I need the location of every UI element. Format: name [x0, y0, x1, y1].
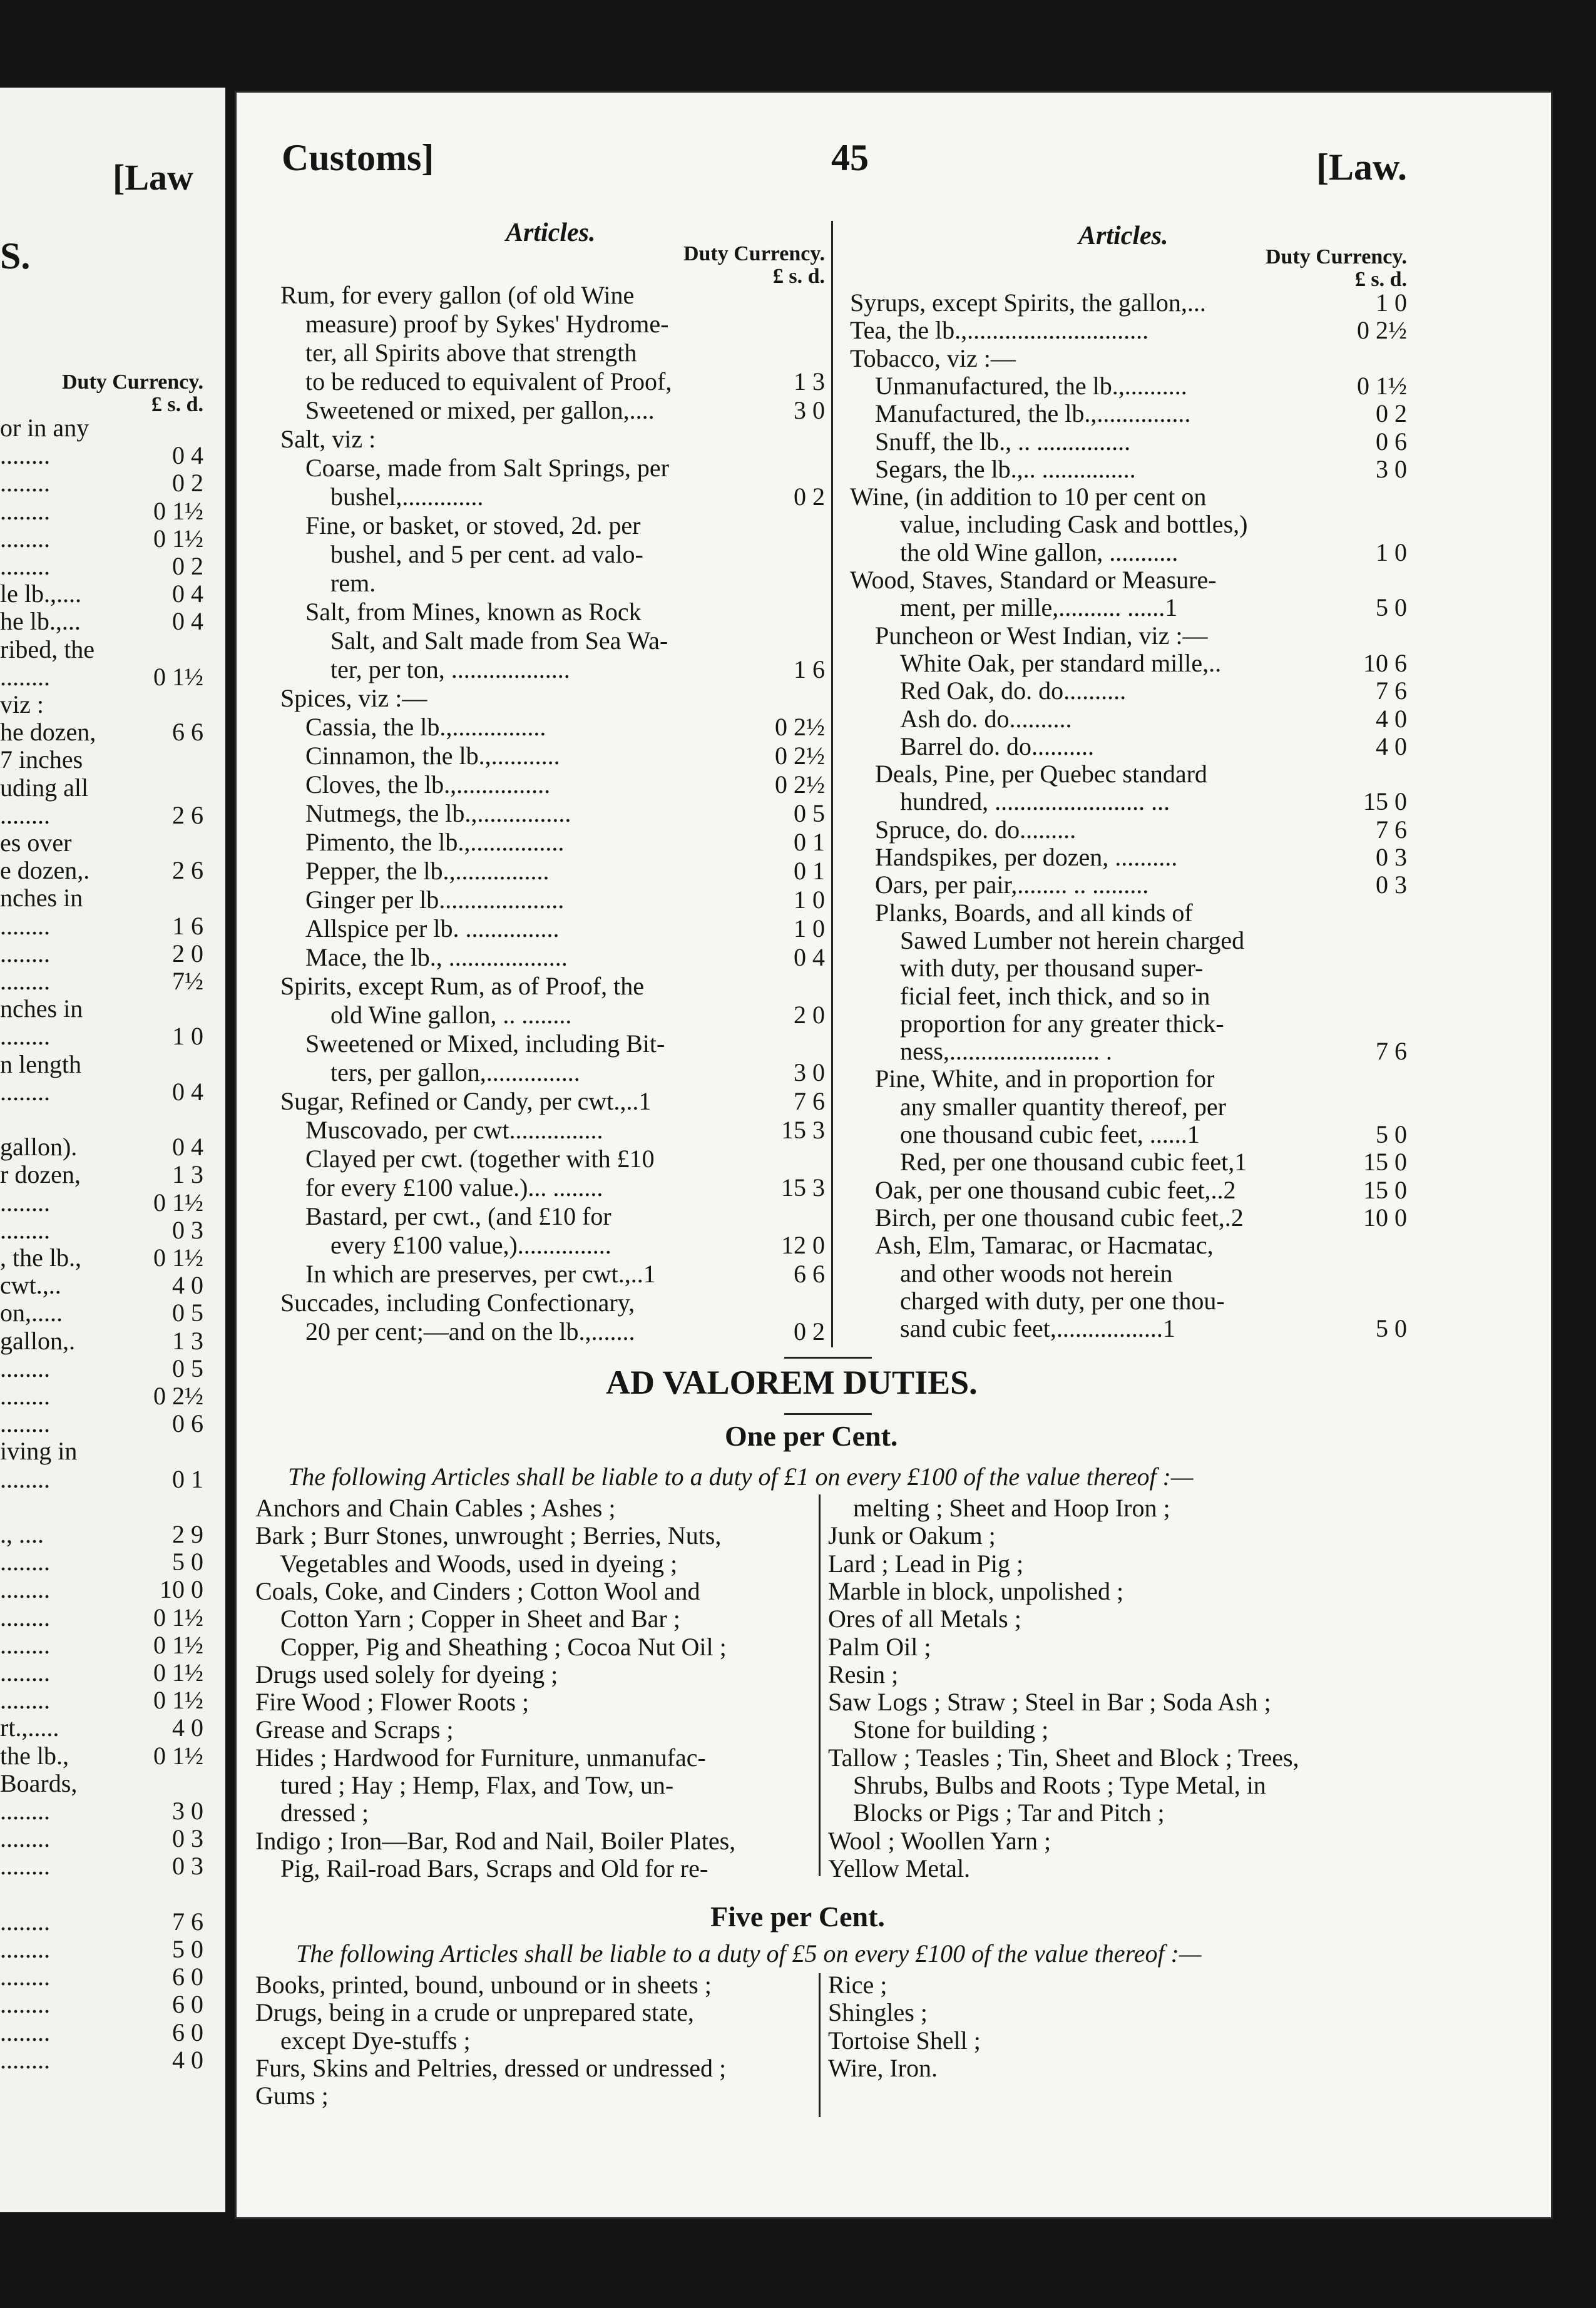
left-page-line-duty: 0 2 [172, 552, 203, 580]
col1-row-text: Salt, viz : [280, 425, 376, 453]
left-page-line-text: viz : [0, 690, 44, 718]
left-page-line-text: e dozen,. [0, 856, 90, 885]
col1-row-text: Salt, from Mines, known as Rock [305, 598, 642, 626]
one-percent-item: Coals, Coke, and Cinders ; Cotton Wool and [255, 1576, 700, 1605]
left-page-line-duty: 1 6 [172, 911, 203, 940]
col1-row-duty: 12 0 [781, 1231, 825, 1259]
left-page-line-text: ........ [0, 1603, 50, 1631]
left-page-line-text: nches in [0, 884, 83, 912]
col2-row-text: hundred, ........................ ... [900, 787, 1170, 816]
col1-row-text: Salt, and Salt made from Sea Wa- [330, 626, 668, 655]
col2-row-duty: 7 6 [1376, 677, 1407, 705]
col2-row-text: Planks, Boards, and all kinds of [875, 898, 1193, 927]
one-percent-item: Indigo ; Iron—Bar, Rod and Nail, Boiler Plates, [255, 1826, 736, 1855]
five-percent-intro: The following Articles shall be liable to a duty of £5 on every £100 of the value thereof :— [296, 1939, 1202, 1968]
left-page-line-duty: 0 1½ [153, 1686, 203, 1715]
col2-row-text: Handspikes, per dozen, .......... [875, 843, 1178, 871]
col1-row-text: measure) proof by Sykes' Hydrome- [305, 310, 669, 338]
col2-row-text: any smaller quantity thereof, per [900, 1092, 1226, 1121]
left-page-line-text: iving in [0, 1437, 78, 1466]
left-page-line-text: ........ [0, 1990, 50, 2019]
left-page-line-text: the lb., [0, 1741, 69, 1770]
left-page-line-duty: 0 1½ [153, 662, 203, 691]
col1-row-text: Muscovado, per cwt............... [305, 1116, 603, 1144]
col2-row-text: Segars, the lb.,.. ............... [875, 454, 1136, 483]
left-page-line-duty: 2 9 [172, 1520, 203, 1548]
col2-row-text: Oak, per one thousand cubic feet,..2 [875, 1175, 1236, 1204]
col2-row-text: Red, per one thousand cubic feet,1 [900, 1148, 1247, 1177]
one-percent-item: Hides ; Hardwood for Furniture, unmanufac- [255, 1743, 706, 1772]
left-facing-page [0, 88, 225, 2212]
col2-row-duty: 1 0 [1376, 288, 1407, 317]
col2-row-text: White Oak, per standard mille,.. [900, 648, 1222, 677]
five-percent-item: Wire, Iron. [828, 2053, 938, 2082]
col2-row-duty: 0 6 [1376, 427, 1407, 456]
one-percent-item: Shrubs, Bulbs and Roots ; Type Metal, in [828, 1771, 1266, 1799]
col2-duty-units-text: £ s. d. [1354, 268, 1407, 291]
left-page-line-text: cwt.,.. [0, 1271, 61, 1300]
one-percent-item: Copper, Pig and Sheathing ; Cocoa Nut Oil ; [255, 1632, 727, 1661]
five-percent-item: Shingles ; [828, 1998, 928, 2027]
col2-duty-header-text: Duty Currency. [1265, 245, 1407, 268]
five-percent-item: Furs, Skins and Peltries, dressed or undressed ; [255, 2053, 727, 2082]
left-page-line-text: ........ [0, 1215, 50, 1244]
col1-articles-header: Articles. [506, 218, 596, 247]
one-percent-intro: The following Articles shall be liable to a duty of £1 on every £100 of the value thereof :— [288, 1463, 1194, 1491]
left-page-line-text: uding all [0, 773, 89, 802]
col1-row-duty: 1 0 [794, 886, 825, 914]
one-percent-item: Blocks or Pigs ; Tar and Pitch ; [828, 1799, 1165, 1827]
left-page-line-duty: 4 0 [172, 2045, 203, 2074]
left-page-line-text: ........ [0, 1797, 50, 1825]
left-page-line-duty: 6 0 [172, 1990, 203, 2019]
left-page-line-duty: 0 2 [172, 469, 203, 498]
left-page-line-duty: 0 3 [172, 1215, 203, 1244]
col1-row-duty: 1 0 [794, 914, 825, 942]
col2-row-text: Barrel do. do.......... [900, 732, 1094, 760]
running-header-left: Customs] [282, 137, 434, 178]
col1-row-duty: 0 2½ [775, 742, 825, 770]
left-page-line-text: ........ [0, 911, 50, 940]
col1-duty-units-text: £ s. d. [772, 265, 825, 288]
left-page-line-duty: 4 0 [172, 1271, 203, 1300]
col2-row-text: with duty, per thousand super- [900, 954, 1204, 983]
left-page-line-text: he lb.,... [0, 607, 81, 636]
left-page-line-text: ........ [0, 1464, 50, 1493]
page-number: 45 [831, 137, 869, 178]
left-page-line-text: ........ [0, 1824, 50, 1853]
left-page-line-text: ........ [0, 524, 50, 553]
col2-row-duty: 4 0 [1376, 704, 1407, 733]
left-page-line-text: ........ [0, 1963, 50, 1991]
col1-row-duty: 0 1 [794, 857, 825, 885]
running-header-right: [Law. [1316, 146, 1408, 188]
col1-row-text: Pepper, the lb.,............... [305, 857, 550, 885]
col1-row-text: Ginger per lb.................... [305, 886, 565, 914]
left-page-line-text: ........ [0, 1548, 50, 1576]
left-page-line-duty: 0 1½ [153, 1603, 203, 1631]
col1-row-duty: 0 2½ [775, 713, 825, 741]
col1-row-text: ters, per gallon,............... [330, 1058, 580, 1086]
left-page-line-text: ........ [0, 441, 50, 470]
col2-row-duty: 10 0 [1363, 1203, 1407, 1232]
left-page-line-text: ........ [0, 1852, 50, 1881]
left-page-line-text: ........ [0, 2018, 50, 2046]
left-page-line-text: Boards, [0, 1769, 78, 1797]
left-page-line-text: es over [0, 829, 72, 857]
col1-row-text: Cassia, the lb.,............... [305, 713, 546, 741]
col1-row-text: for every £100 value.)... ........ [305, 1173, 603, 1202]
col2-row-duty: 10 6 [1363, 648, 1407, 677]
col2-row-text: one thousand cubic feet, ......1 [900, 1120, 1200, 1148]
left-page-line-text: le lb.,.... [0, 580, 81, 608]
col2-row-text: and other woods not herein [900, 1259, 1173, 1287]
one-percent-item: Cotton Yarn ; Copper in Sheet and Bar ; [255, 1605, 680, 1633]
left-page-line-duty: 0 2½ [153, 1382, 203, 1410]
column-divider [831, 221, 833, 1347]
col2-row-duty: 7 6 [1376, 1037, 1407, 1066]
left-page-line-text: ........ [0, 1907, 50, 1936]
col1-row-text: Sugar, Refined or Candy, per cwt.,..1 [280, 1087, 652, 1115]
col2-row-text: proportion for any greater thick- [900, 1009, 1224, 1038]
one-percent-item: Junk or Oakum ; [828, 1521, 996, 1550]
col1-row-text: In which are preserves, per cwt.,..1 [305, 1260, 656, 1288]
left-page-line-duty: 0 4 [172, 580, 203, 608]
col2-row-text: Sawed Lumber not herein charged [900, 926, 1245, 954]
five-percent-title: Five per Cent. [710, 1901, 885, 1933]
left-page-line-duty: 7½ [172, 967, 203, 995]
col2-row-text: Oars, per pair,........ .. ......... [875, 871, 1149, 899]
col1-row-text: ter, per ton, ................... [330, 655, 570, 683]
left-page-line-text: n length [0, 1049, 81, 1078]
left-page-line-text: rt.,..... [0, 1713, 59, 1742]
left-page-line-duty: 0 3 [172, 1852, 203, 1881]
col2-row-text: Ash do. do.......... [900, 704, 1072, 733]
one-percent-item: Grease and Scraps ; [255, 1715, 454, 1744]
one-percent-item: Ores of all Metals ; [828, 1605, 1021, 1633]
col1-row-duty: 0 5 [794, 799, 825, 827]
col2-row-duty: 3 0 [1376, 454, 1407, 483]
section-rule [784, 1357, 872, 1359]
col1-row-text: bushel,............. [330, 483, 484, 511]
col1-row-text: Allspice per lb. ............... [305, 914, 560, 942]
col2-row-duty: 15 0 [1363, 787, 1407, 816]
left-page-line-duty: 0 4 [172, 1077, 203, 1106]
one-percent-item: Vegetables and Woods, used in dyeing ; [255, 1549, 678, 1578]
col2-row-text: Pine, White, and in proportion for [875, 1065, 1215, 1093]
left-page-line-duty: 0 1½ [153, 1741, 203, 1770]
one-percent-item: Marble in block, unpolished ; [828, 1576, 1124, 1605]
col2-row-duty: 0 3 [1376, 871, 1407, 899]
one-percent-item: Resin ; [828, 1660, 899, 1688]
col1-row-duty: 1 3 [794, 367, 825, 396]
col2-row-duty: 5 0 [1376, 1120, 1407, 1148]
col1-row-duty: 15 3 [781, 1173, 825, 1202]
left-page-line-duty: 1 0 [172, 1022, 203, 1051]
left-page-line-text: ........ [0, 1686, 50, 1715]
one-percent-item: Bark ; Burr Stones, unwrought ; Berries, Nuts, [255, 1521, 722, 1550]
col1-row-text: Coarse, made from Salt Springs, per [305, 454, 669, 482]
left-page-line-text: ........ [0, 967, 50, 995]
five-percent-item: Rice ; [828, 1971, 888, 1999]
ad-valorem-title: AD VALOREM DUTIES. [606, 1364, 978, 1401]
col2-row-duty: 1 0 [1376, 538, 1407, 566]
one-percent-title: One per Cent. [725, 1420, 898, 1452]
one-percent-item: Lard ; Lead in Pig ; [828, 1549, 1024, 1578]
col2-row-duty: 0 2 [1376, 399, 1407, 428]
col2-row-duty: 15 0 [1363, 1148, 1407, 1177]
left-page-line-text: gallon,. [0, 1326, 75, 1355]
five-percent-item: Gums ; [255, 2081, 329, 2110]
one-percent-item: Drugs used solely for dyeing ; [255, 1660, 558, 1688]
col1-row-text: old Wine gallon, .. ........ [330, 1001, 572, 1029]
five-percent-item: Drugs, being in a crude or unprepared state, [255, 1998, 694, 2027]
col1-row-text: ter, all Spirits above that strength [305, 339, 637, 367]
col1-row-duty: 3 0 [794, 1058, 825, 1086]
col2-row-text: value, including Cask and bottles,) [900, 510, 1248, 539]
col2-row-text: Syrups, except Spirits, the gallon,... [850, 288, 1206, 317]
one-percent-item: Palm Oil ; [828, 1632, 931, 1661]
left-page-line-duty: 6 0 [172, 1963, 203, 1991]
col2-row-text: Unmanufactured, the lb.,.......... [875, 371, 1187, 400]
col1-row-duty: 6 6 [794, 1260, 825, 1288]
left-page-line-text: ........ [0, 1382, 50, 1410]
left-page-line-duty: 5 0 [172, 1935, 203, 1963]
five-percent-item: Books, printed, bound, unbound or in sheets ; [255, 1971, 712, 1999]
left-page-line-text: ribed, the [0, 635, 95, 663]
left-page-line-text: ........ [0, 939, 50, 968]
col1-row-text: Cloves, the lb.,............... [305, 770, 551, 799]
col2-row-text: Deals, Pine, per Quebec standard [875, 760, 1207, 789]
col1-row-text: Spices, viz :— [280, 684, 427, 712]
col1-row-text: Nutmegs, the lb.,............... [305, 799, 571, 827]
left-page-line-text: ........ [0, 800, 50, 829]
section-rule-2 [784, 1413, 872, 1415]
col2-row-text: Tobacco, viz :— [850, 344, 1016, 372]
left-page-line-text: ........ [0, 2045, 50, 2074]
left-page-line-text: , the lb., [0, 1243, 81, 1272]
col1-row-text: Sweetened or mixed, per gallon,.... [305, 396, 655, 424]
col1-row-duty: 7 6 [794, 1087, 825, 1115]
left-page-line-duty: 0 3 [172, 1824, 203, 1853]
left-page-line-text: ........ [0, 1658, 50, 1687]
col1-row-text: Bastard, per cwt., (and £10 for [305, 1202, 611, 1230]
left-page-line-duty: 0 1½ [153, 1243, 203, 1272]
left-page-line-duty: 0 5 [172, 1299, 203, 1327]
left-page-line-duty: 2 0 [172, 939, 203, 968]
col1-row-text: Rum, for every gallon (of old Wine [280, 281, 635, 309]
left-page-s-letter: S. [0, 235, 31, 277]
left-page-line-duty: 6 6 [172, 718, 203, 747]
left-page-line-duty: 0 1½ [153, 1630, 203, 1659]
left-page-line-text: he dozen, [0, 718, 96, 747]
col2-row-duty: 4 0 [1376, 732, 1407, 760]
left-page-line-duty: 0 4 [172, 607, 203, 636]
five-percent-item: Tortoise Shell ; [828, 2026, 981, 2055]
left-page-line-text: ........ [0, 1022, 50, 1051]
left-page-line-duty: 0 1½ [153, 1658, 203, 1687]
col2-row-duty: 0 2½ [1357, 316, 1407, 345]
left-page-line-duty: 1 3 [172, 1160, 203, 1189]
col2-row-text: Puncheon or West Indian, viz :— [875, 621, 1208, 650]
left-page-line-duty: 0 4 [172, 441, 203, 470]
col2-duty-header [1244, 246, 1407, 291]
left-duty-header-text: Duty Currency. [61, 370, 203, 394]
col1-duty-header-text: Duty Currency. [683, 242, 825, 265]
col2-articles-header: Articles. [1078, 222, 1169, 250]
col1-row-text: Pimento, the lb.,............... [305, 828, 565, 856]
one-percent-item: Wool ; Woollen Yarn ; [828, 1826, 1051, 1855]
col1-row-text: Cinnamon, the lb.,........... [305, 742, 560, 770]
left-page-line-duty: 2 6 [172, 856, 203, 885]
col2-row-text: Wood, Staves, Standard or Measure- [850, 566, 1217, 594]
left-page-line-text: ........ [0, 662, 50, 691]
left-duty-units-text: £ s. d. [151, 393, 203, 416]
col2-row-duty: 15 0 [1363, 1175, 1407, 1204]
left-page-line-duty: 7 6 [172, 1907, 203, 1936]
col2-row-text: Birch, per one thousand cubic feet,.2 [875, 1203, 1244, 1232]
col1-duty-header [675, 243, 825, 288]
col1-row-text: Clayed per cwt. (together with £10 [305, 1145, 655, 1173]
col2-row-duty: 0 3 [1376, 843, 1407, 871]
left-page-line-duty: 0 4 [172, 1133, 203, 1162]
main-page [237, 93, 1551, 2217]
left-page-line-duty: 1 3 [172, 1326, 203, 1355]
col1-row-text: every £100 value,)............... [330, 1231, 611, 1259]
left-page-line-text: ., .... [0, 1520, 44, 1548]
col2-row-text: ness,........................ . [900, 1037, 1112, 1066]
col2-row-text: ment, per mille,.......... ......1 [900, 593, 1178, 622]
left-page-line-text: ........ [0, 1188, 50, 1217]
left-page-line-text: ........ [0, 1630, 50, 1659]
col1-row-text: Sweetened or Mixed, including Bit- [305, 1029, 665, 1058]
col1-row-duty: 2 0 [794, 1001, 825, 1029]
one-percent-item: Yellow Metal. [828, 1854, 971, 1882]
left-page-line-duty: 0 1½ [153, 496, 203, 525]
one-percent-item: melting ; Sheet and Hoop Iron ; [828, 1494, 1170, 1522]
left-page-line-text: or in any [0, 414, 90, 442]
left-page-line-duty: 0 1 [172, 1464, 203, 1493]
one-percent-item: Anchors and Chain Cables ; Ashes ; [255, 1494, 616, 1522]
one-percent-item: Saw Logs ; Straw ; Steel in Bar ; Soda Ash ; [828, 1688, 1271, 1717]
left-page-line-text: 7 inches [0, 745, 83, 774]
col2-row-text: Tea, the lb.,............................. [850, 316, 1149, 345]
col2-row-duty: 7 6 [1376, 815, 1407, 844]
left-page-line-text: ........ [0, 1409, 50, 1438]
col2-row-text: Red Oak, do. do.......... [900, 677, 1127, 705]
left-page-line-text: on,..... [0, 1299, 63, 1327]
col1-row-text: rem. [330, 569, 376, 597]
left-page-line-text: gallon). [0, 1133, 78, 1162]
col2-row-text: the old Wine gallon, ........... [900, 538, 1179, 566]
col1-row-duty: 0 2 [794, 1317, 825, 1345]
one-percent-item: Tallow ; Teasles ; Tin, Sheet and Block ; Trees, [828, 1743, 1299, 1772]
col2-row-text: Spruce, do. do......... [875, 815, 1077, 844]
left-page-line-duty: 0 5 [172, 1354, 203, 1382]
col2-row-text: Ash, Elm, Tamarac, or Hacmatac, [875, 1231, 1214, 1260]
col2-row-duty: 5 0 [1376, 1314, 1407, 1343]
col1-row-duty: 0 4 [794, 943, 825, 971]
left-page-line-text: ........ [0, 496, 50, 525]
one-percent-item: Stone for building ; [828, 1715, 1049, 1744]
left-page-line-duty: 2 6 [172, 800, 203, 829]
left-page-header: [Law [113, 157, 193, 198]
col1-row-duty: 15 3 [781, 1116, 825, 1144]
left-page-line-text: ........ [0, 1354, 50, 1382]
col1-row-text: Succades, including Confectionary, [280, 1289, 635, 1317]
col1-row-text: Spirits, except Rum, as of Proof, the [280, 972, 645, 1000]
col1-row-text: Mace, the lb., ................... [305, 943, 568, 971]
col2-row-text: ficial feet, inch thick, and so in [900, 981, 1210, 1010]
one-percent-item: Fire Wood ; Flower Roots ; [255, 1688, 529, 1717]
left-page-line-text: ........ [0, 1935, 50, 1963]
left-page-duty-header [41, 371, 203, 416]
left-page-line-duty: 6 0 [172, 2018, 203, 2046]
left-page-line-duty: 3 0 [172, 1797, 203, 1825]
one-percent-item: tured ; Hay ; Hemp, Flax, and Tow, un- [255, 1771, 674, 1799]
left-page-line-duty: 0 1½ [153, 524, 203, 553]
col1-row-text: Fine, or basket, or stoved, 2d. per [305, 511, 641, 539]
col2-row-text: Wine, (in addition to 10 per cent on [850, 483, 1207, 511]
five-percent-item: except Dye-stuffs ; [255, 2026, 471, 2055]
left-page-line-text: ........ [0, 1077, 50, 1106]
col2-row-text: charged with duty, per one thou- [900, 1286, 1225, 1315]
one-percent-item: Pig, Rail-road Bars, Scraps and Old for re- [255, 1854, 708, 1882]
col1-row-duty: 3 0 [794, 396, 825, 424]
col1-row-text: to be reduced to equivalent of Proof, [305, 367, 672, 396]
col1-row-duty: 0 1 [794, 828, 825, 856]
left-page-line-text: ........ [0, 469, 50, 498]
col2-row-text: Manufactured, the lb.,............... [875, 399, 1191, 428]
left-page-line-text: nches in [0, 994, 83, 1023]
one-percent-divider [819, 1494, 821, 1876]
left-page-line-duty: 0 6 [172, 1409, 203, 1438]
col1-row-duty: 1 6 [794, 655, 825, 683]
col1-row-duty: 0 2½ [775, 770, 825, 799]
left-page-line-text: ........ [0, 1575, 50, 1604]
left-page-line-duty: 10 0 [160, 1575, 203, 1604]
col2-row-text: Snuff, the lb., .. ............... [875, 427, 1131, 456]
left-page-line-duty: 0 1½ [153, 1188, 203, 1217]
col2-row-duty: 5 0 [1376, 593, 1407, 622]
one-percent-item: dressed ; [255, 1799, 369, 1827]
col1-row-text: 20 per cent;—and on the lb.,....... [305, 1317, 635, 1345]
five-percent-divider [819, 1973, 821, 2117]
left-page-line-duty: 4 0 [172, 1713, 203, 1742]
left-page-line-text: r dozen, [0, 1160, 81, 1189]
col1-row-text: bushel, and 5 per cent. ad valo- [330, 540, 643, 568]
left-page-line-text: ........ [0, 552, 50, 580]
col1-row-duty: 0 2 [794, 483, 825, 511]
col2-row-text: sand cubic feet,.................1 [900, 1314, 1175, 1343]
left-page-line-duty: 5 0 [172, 1548, 203, 1576]
col2-row-duty: 0 1½ [1357, 371, 1407, 400]
